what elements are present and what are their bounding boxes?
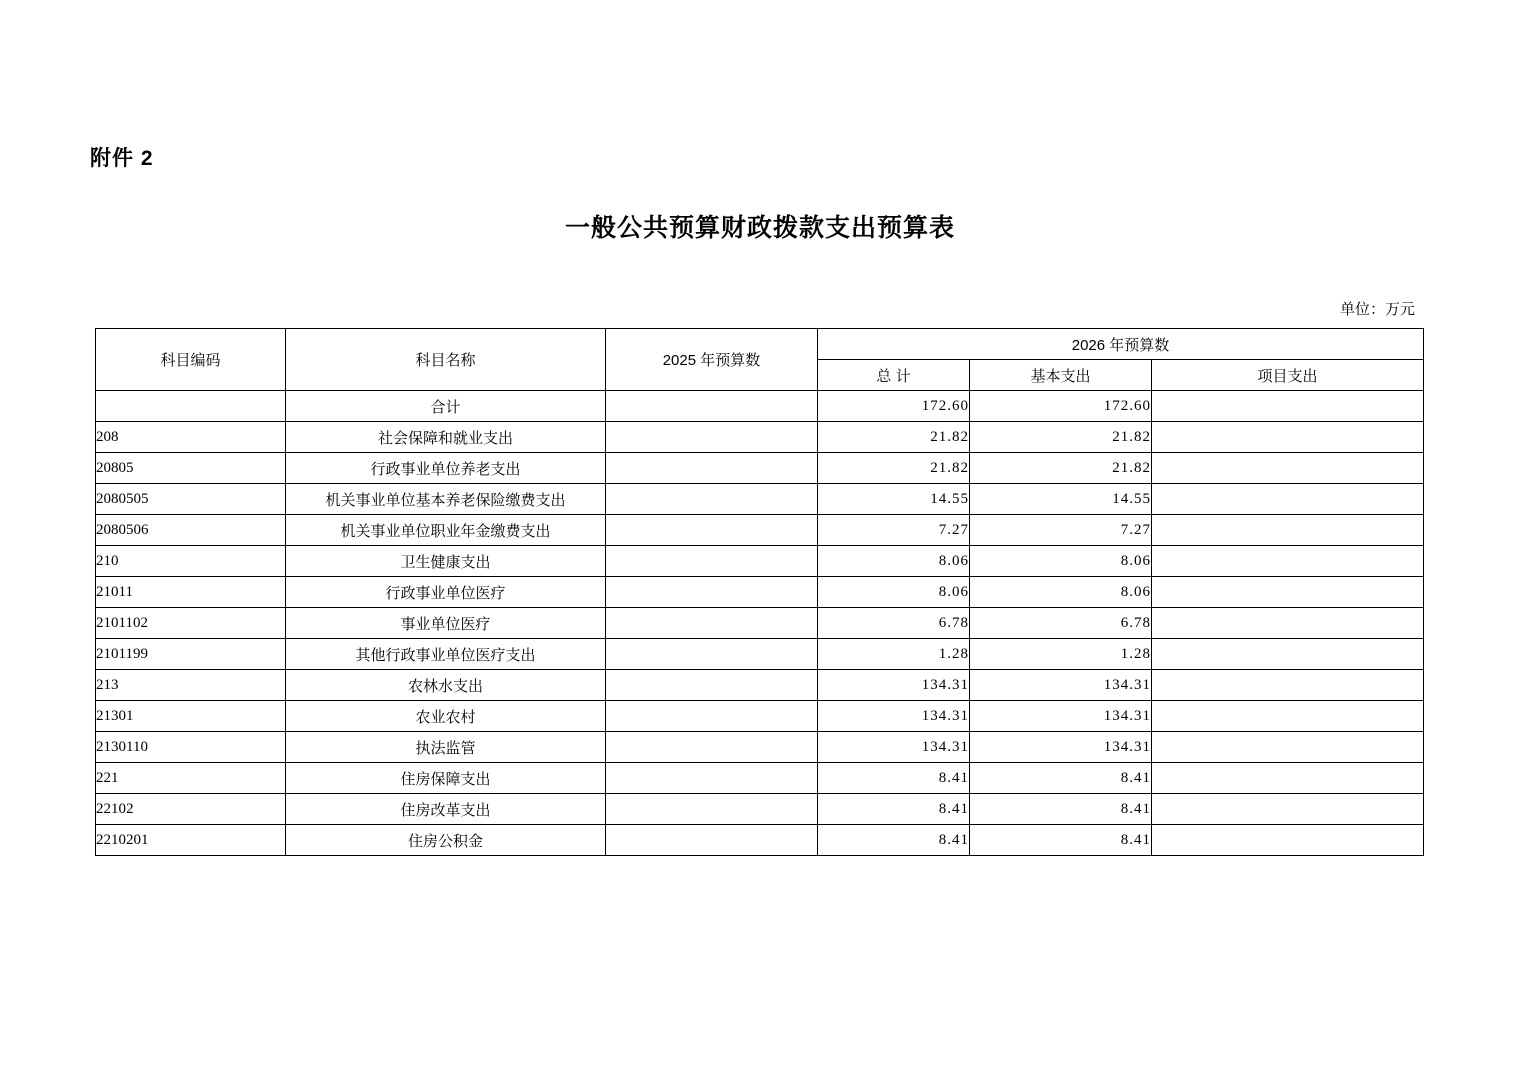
cell-prev-year-budget — [606, 825, 818, 856]
cell-prev-year-budget — [606, 453, 818, 484]
cell-subject-name: 农林水支出 — [286, 670, 606, 701]
column-header-prev-year: 2025 年预算数 — [606, 329, 818, 391]
table-row — [96, 453, 1424, 484]
cell-project-expenditure — [1152, 794, 1424, 825]
column-header-cur-year-group: 2026 年预算数 — [818, 329, 1424, 360]
budget-table — [95, 328, 1424, 856]
cell-total: 134.31 — [818, 670, 970, 701]
column-header-total: 总 计 — [818, 360, 970, 391]
table-header — [96, 329, 1424, 391]
cell-subject-code: 21011 — [96, 577, 286, 608]
cell-basic-expenditure: 8.41 — [970, 763, 1152, 794]
cell-project-expenditure — [1152, 453, 1424, 484]
cell-prev-year-budget — [606, 763, 818, 794]
cell-project-expenditure — [1152, 670, 1424, 701]
cell-subject-name: 住房保障支出 — [286, 763, 606, 794]
table-row — [96, 577, 1424, 608]
cell-prev-year-budget — [606, 794, 818, 825]
cell-subject-name: 住房公积金 — [286, 825, 606, 856]
cell-basic-expenditure: 8.41 — [970, 794, 1152, 825]
cell-total: 134.31 — [818, 732, 970, 763]
cell-total: 1.28 — [818, 639, 970, 670]
table-row — [96, 794, 1424, 825]
cell-subject-code: 2210201 — [96, 825, 286, 856]
table-row — [96, 484, 1424, 515]
cell-project-expenditure — [1152, 515, 1424, 546]
cell-basic-expenditure: 14.55 — [970, 484, 1152, 515]
attachment-label: 附件 2 — [90, 147, 154, 170]
cell-subject-code — [96, 391, 286, 422]
cell-project-expenditure — [1152, 732, 1424, 763]
cell-prev-year-budget — [606, 608, 818, 639]
cell-total: 8.41 — [818, 794, 970, 825]
cell-basic-expenditure: 172.60 — [970, 391, 1152, 422]
cell-prev-year-budget — [606, 391, 818, 422]
table-row — [96, 670, 1424, 701]
cell-prev-year-budget — [606, 422, 818, 453]
page-title: 一般公共预算财政拨款支出预算表 — [564, 214, 955, 242]
cell-total: 7.27 — [818, 515, 970, 546]
cell-total: 172.60 — [818, 391, 970, 422]
cell-subject-name: 行政事业单位养老支出 — [286, 453, 606, 484]
table-row — [96, 546, 1424, 577]
cell-subject-name: 社会保障和就业支出 — [286, 422, 606, 453]
cell-project-expenditure — [1152, 825, 1424, 856]
cell-subject-code: 2080506 — [96, 515, 286, 546]
cell-basic-expenditure: 21.82 — [970, 453, 1152, 484]
column-header-project: 项目支出 — [1152, 360, 1424, 391]
cell-total: 8.41 — [818, 825, 970, 856]
cell-project-expenditure — [1152, 484, 1424, 515]
cell-basic-expenditure: 134.31 — [970, 670, 1152, 701]
cell-prev-year-budget — [606, 670, 818, 701]
cell-project-expenditure — [1152, 701, 1424, 732]
cell-subject-code: 2101199 — [96, 639, 286, 670]
cell-prev-year-budget — [606, 732, 818, 763]
cell-total: 14.55 — [818, 484, 970, 515]
cell-basic-expenditure: 134.31 — [970, 701, 1152, 732]
cell-total: 21.82 — [818, 422, 970, 453]
cell-basic-expenditure: 1.28 — [970, 639, 1152, 670]
cell-subject-code: 22102 — [96, 794, 286, 825]
cell-subject-code: 210 — [96, 546, 286, 577]
cell-subject-name: 合计 — [286, 391, 606, 422]
cell-subject-name: 其他行政事业单位医疗支出 — [286, 639, 606, 670]
cell-subject-code: 21301 — [96, 701, 286, 732]
cell-subject-code: 20805 — [96, 453, 286, 484]
cell-subject-name: 机关事业单位职业年金缴费支出 — [286, 515, 606, 546]
column-header-code: 科目编码 — [96, 329, 286, 391]
cell-prev-year-budget — [606, 701, 818, 732]
cell-project-expenditure — [1152, 391, 1424, 422]
cell-basic-expenditure: 134.31 — [970, 732, 1152, 763]
table-row — [96, 732, 1424, 763]
cell-basic-expenditure: 8.06 — [970, 577, 1152, 608]
cell-subject-code: 2080505 — [96, 484, 286, 515]
cell-basic-expenditure: 8.06 — [970, 546, 1152, 577]
cell-project-expenditure — [1152, 546, 1424, 577]
cell-project-expenditure — [1152, 763, 1424, 794]
cell-subject-name: 机关事业单位基本养老保险缴费支出 — [286, 484, 606, 515]
cell-subject-name: 行政事业单位医疗 — [286, 577, 606, 608]
cell-subject-name: 执法监管 — [286, 732, 606, 763]
table-row — [96, 608, 1424, 639]
cell-prev-year-budget — [606, 639, 818, 670]
cell-basic-expenditure: 6.78 — [970, 608, 1152, 639]
cell-prev-year-budget — [606, 577, 818, 608]
cell-project-expenditure — [1152, 639, 1424, 670]
table-body — [96, 391, 1424, 856]
cell-project-expenditure — [1152, 577, 1424, 608]
cell-subject-name: 卫生健康支出 — [286, 546, 606, 577]
table-row — [96, 391, 1424, 422]
table-row — [96, 422, 1424, 453]
cell-total: 8.06 — [818, 546, 970, 577]
cell-project-expenditure — [1152, 422, 1424, 453]
cell-basic-expenditure: 21.82 — [970, 422, 1152, 453]
cell-total: 6.78 — [818, 608, 970, 639]
cell-total: 21.82 — [818, 453, 970, 484]
column-header-basic: 基本支出 — [970, 360, 1152, 391]
cell-basic-expenditure: 7.27 — [970, 515, 1152, 546]
cell-total: 134.31 — [818, 701, 970, 732]
cell-subject-code: 208 — [96, 422, 286, 453]
cell-basic-expenditure: 8.41 — [970, 825, 1152, 856]
cell-subject-name: 住房改革支出 — [286, 794, 606, 825]
table-row — [96, 825, 1424, 856]
cell-prev-year-budget — [606, 546, 818, 577]
cell-total: 8.41 — [818, 763, 970, 794]
cell-prev-year-budget — [606, 484, 818, 515]
cell-total: 8.06 — [818, 577, 970, 608]
column-header-name: 科目名称 — [286, 329, 606, 391]
table-row — [96, 639, 1424, 670]
unit-note: 单位：万元 — [1339, 301, 1415, 318]
table-row — [96, 763, 1424, 794]
cell-subject-code: 221 — [96, 763, 286, 794]
table-row — [96, 515, 1424, 546]
cell-subject-code: 2101102 — [96, 608, 286, 639]
cell-project-expenditure — [1152, 608, 1424, 639]
cell-prev-year-budget — [606, 515, 818, 546]
cell-subject-code: 213 — [96, 670, 286, 701]
cell-subject-name: 事业单位医疗 — [286, 608, 606, 639]
table-row — [96, 701, 1424, 732]
cell-subject-name: 农业农村 — [286, 701, 606, 732]
cell-subject-code: 2130110 — [96, 732, 286, 763]
